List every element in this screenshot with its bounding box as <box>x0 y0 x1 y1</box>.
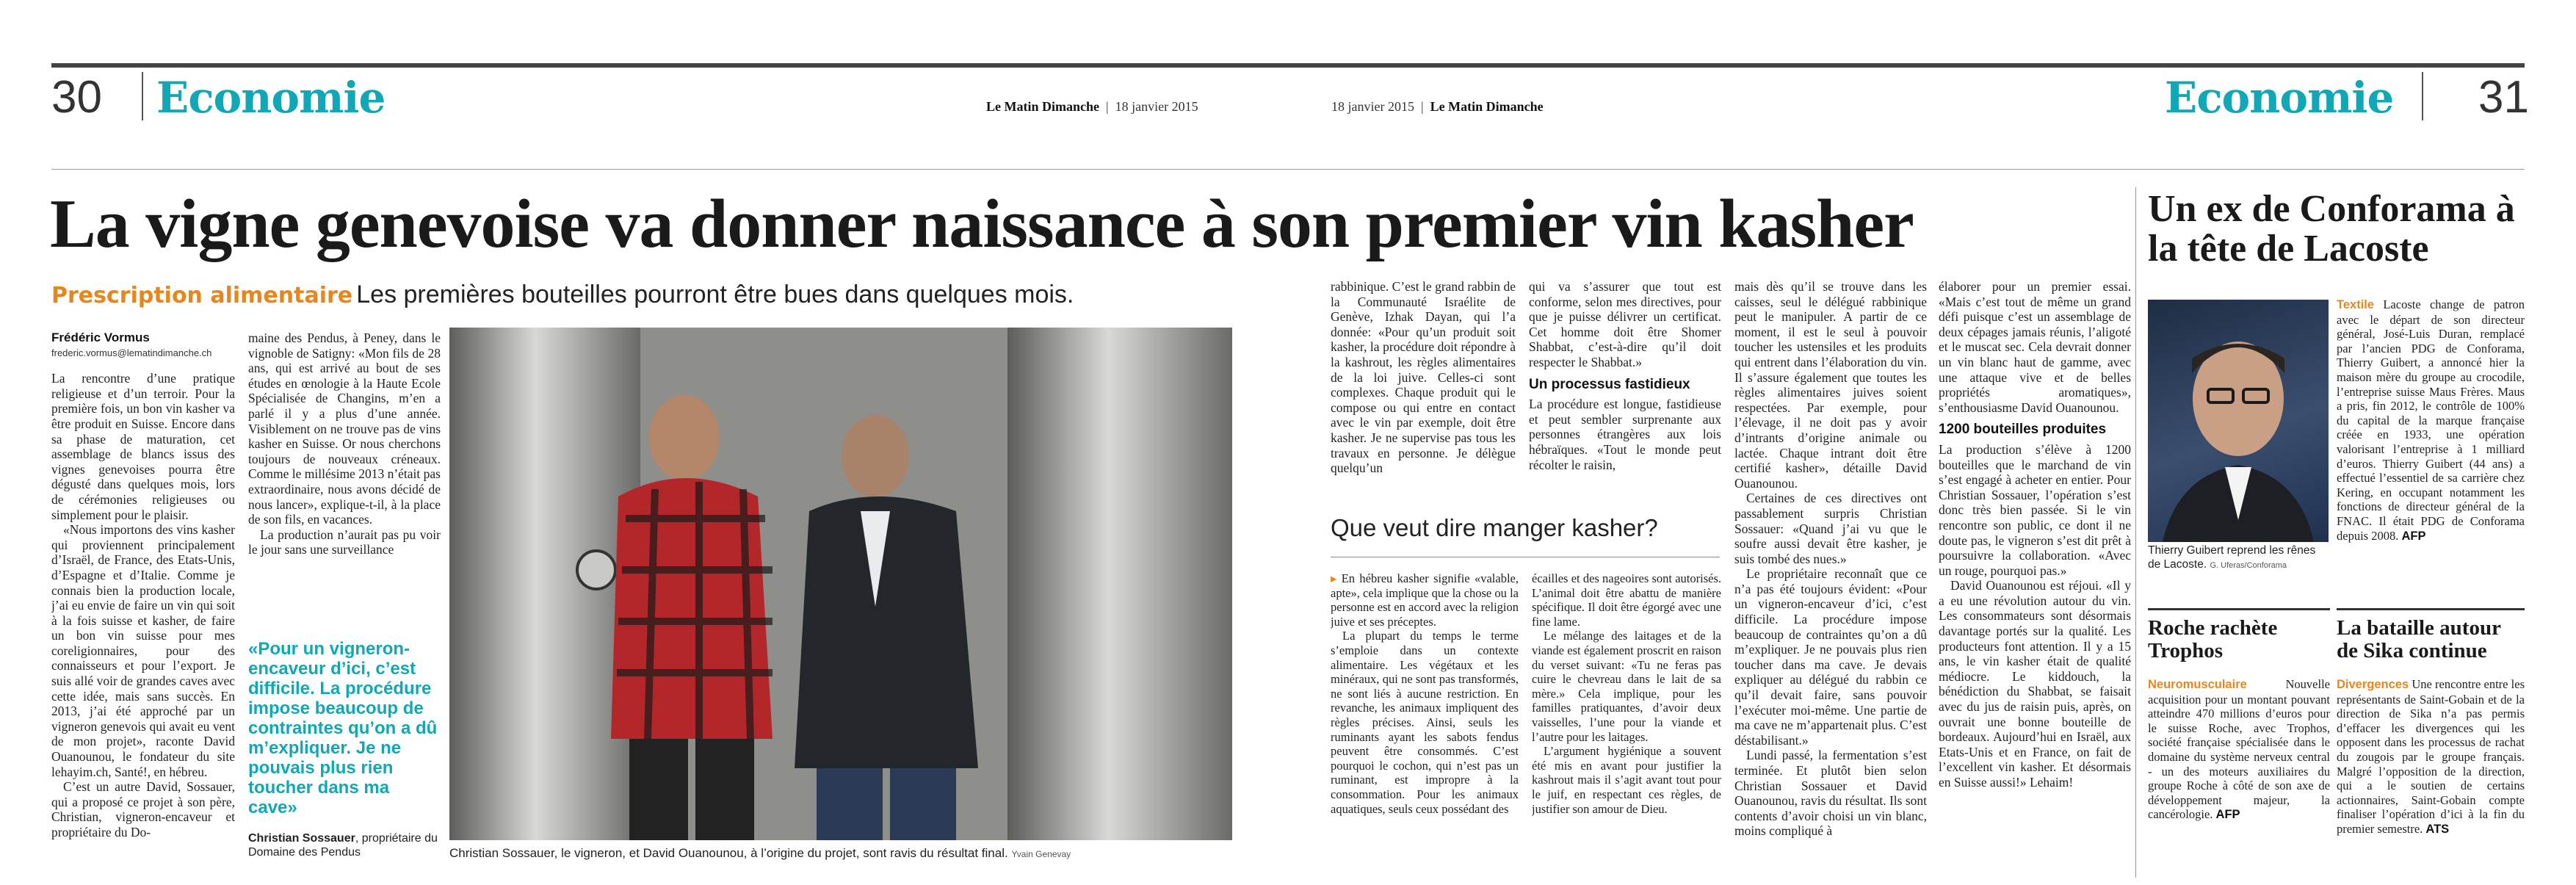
brief2-tag: Divergences <box>2337 678 2409 691</box>
paragraph: élaborer pour un premier essai. «Mais c’est tout de même un grand défi puisque c’est un assemblage de deux cépages jamais réunis, l’aligoté et le muscat sec. Cela devrait donner un vin blanc haut de gamme, avec une attaque vive et de belles propriétés aromatiques», s’enthousiasme David Ouanounou. <box>1939 279 2131 415</box>
paragraph: maine des Pendus, à Peney, dans le vignoble de Satigny: «Mon fils de 28 ans, qui est arrivé au bout de ses études en œnologie à la Haute Ecole Spécialisée de Changins, m’en a parlé il y a plus d’une année. Visiblement on ne trouve pas de vins kasher en Suisse. Or nous cherchons toujours de nouveaux créneaux. Comme le millésime 2013 n’était pas extraordinaire, nous avons décidé de nous lancer», explique-t-il, à la place de son fils, en vacances. <box>248 330 441 527</box>
folio-date: 18 janvier 2015 <box>1331 99 1414 114</box>
paragraph: L’argument hygiénique a souvent été mis en avant pour justifier la kashrout mais il s’agit avant tout pour le juif, en respectant ces règles, de justifier son amour de Dieu. <box>1532 744 1721 816</box>
article-kicker: Prescription alimentaire <box>51 283 353 308</box>
paragraph: David Ouanounou est réjoui. «Il y a eu une révolution autour du vin. Les consommateurs sont désormais davantage portés sur la qualité. Les producteurs font attention. Il y a 15 ans, le vin kasher était de qualité médiocre. Le kiddouch, la bénédiction du Shabbat, se faisait avec du jus de raisin puis, après, on ouvrait une bonne bouteille de bordeaux. Aujourd’hui en Israël, aux Etats-Unis et en France, on fait de l’excellent vin kasher. Et désormais en Suisse aussi!» Lehaim! <box>1939 578 2131 790</box>
person-2-jacket <box>795 496 978 768</box>
pull-quote: «Pour un vigneron-encaveur d’ici, c’est difficile. La procédure impose beaucoup de contraintes qu’on a dû m’expliquer. Je ne pouvais plus rien toucher dans ma cave» <box>248 639 438 817</box>
masthead-divider-left <box>142 72 143 120</box>
paragraph: mais dès qu’il se trouve dans les caisses, seul le délégué rabbinique peut le manipuler. A partir de ce moment, il est le seul à pouvoir toucher les ustensiles et les produits qui entrent dans l’élaboration du vin. Il s’assure également que toutes les règles alimentaires juives soient respectées. Par exemple, pour l’élevage, il ne doit pas y avoir d’intrants d’origine animale ou lactée. Chaque intrant doit être certifié kasher», détaille David Ouanounou. <box>1734 279 1927 491</box>
article-column-6 <box>1939 279 2131 878</box>
paragraph: La procédure est longue, fastidieuse et peut sembler surprenante aux personnes étrangères aux lois hébraïques. «Tout le monde peut récolter le raisin, <box>1529 397 1721 472</box>
article-column-4 <box>1529 279 1721 492</box>
sidebar-body: Lacoste change de patron avec le départ de son directeur général, José-Luis Duran, remplacé par l’ancien PDG de Conforama, Thierry Guibert, a annoncé hier la maison mère du groupe au crocodile, l’entreprise suisse Maus Frères. Maus a pris, fin 2012, le contrôle de 100% du capital de la marque française créée en 1933, une opération valorisant l’entreprise à 1 milliard d’euros. Thierry Guibert (44 ans) a effectué l’essentiel de sa carrière chez Kering, en occupant notamment les fonctions de directeur général de la FNAC. Il était PDG de Conforama depuis 2008. <box>2337 297 2525 543</box>
subhead: 1200 bouteilles produites <box>1939 422 2107 438</box>
paragraph: La rencontre d’une pratique religieuse et d’un terroir. Pour la première fois, un bon vin kasher va être produit en Suisse. Encore dans sa phase de maturation, cet assemblage de blancs issus des vignes genevoises pourra être dégusté dans quelques mois, lors de cérémonies religieuses ou simplement pour le plaisir. <box>51 371 235 522</box>
folio-left: Le Matin Dimanche | 18 janvier 2015 <box>986 99 1198 114</box>
paragraph: Le propriétaire reconnaît que ce n’a pas été toujours évident: «Pour un vigneron-encaveur d’ici, c’est difficile. La procédure impose beaucoup de contraintes qu’on a dû m’expliquer. Je ne pouvais plus rien toucher dans ma cave. Je devais expliquer au délégué du rabbin ce qu’il devait faire, sans pouvoir l’exécuter moi-même. Une partie de ma cave ne m’appartenait plus. C’est déstabilisant.» <box>1734 566 1927 748</box>
brief2-body: Une rencontre entre les représentants de Saint-Gobain et de la direction de Sika n’a pas permis d’effacer les divergences qui les opposent dans les processus de rachat du zougois par le groupe français. Malgré l’opposition de la direction, qui a le soutien de certains actionnaires, Saint-Gobain compte finaliser l’opération d’ici à la fin du premier semestre. <box>2337 677 2525 836</box>
steel-tank-left <box>449 328 640 840</box>
paragraph: La plupart du temps le terme s’emploie dans un contexte alimentaire. Les végétaux et les minéraux, qui ne sont pas transformés, ne sont liés à aucune restriction. En revanche, les animaux impliquent des règles précises. Ainsi, seuls les ruminants ayant les sabots fendus peuvent être consommés. C’est pourquoi le cochon, qui n’est pas un ruminant, est impropre à la consommation. Pour les animaux aquatiques, seuls ceux possédant des <box>1331 629 1519 816</box>
agency-signature: ATS <box>2425 822 2450 836</box>
masthead-divider-right <box>2422 72 2423 120</box>
caption-text: Christian Sossauer, le vigneron, et David Ouanounou, à l’origine du projet, sont ravis du résultat final. <box>449 846 1008 860</box>
folio-right: 18 janvier 2015 | Le Matin Dimanche <box>1331 99 1544 114</box>
article-email[interactable]: frederic.vormus@lematindimanche.ch <box>51 347 212 358</box>
paragraph: Certaines de ces directives ont passablement surpris Christian Sossauer: «Quand j’ai vu que le soufre aussi devait être kasher, je suis tombé des nues.» <box>1734 491 1927 566</box>
article-column-5 <box>1734 279 1927 878</box>
box-column-2 <box>1532 571 1721 873</box>
paragraph: écailles et des nageoires sont autorisés. L’animal doit être abattu de manière spécifique. Il doit être égorgé avec une fine lame. <box>1532 571 1721 629</box>
box-column-1 <box>1331 571 1519 873</box>
paragraph: rabbinique. C’est le grand rabbin de la Communauté Israélite de Genève, Izhak Dayan, qui l’a donnée: «Pour qu’un produit soit kasher, la procédure doit répondre à la kashrout, les règles alimentaires de la loi juive. Celles-ci sont complexes. Chaque produit qui le compose ou qui entre en contact avec le vin par exemple, doit être kasher. Je ne supervise pas tous les travaux en personne. Je délègue quelqu’un <box>1331 279 1516 476</box>
paragraph: La production s’élève à 1200 bouteilles que le marchand de vin s’est engagé à acheter en entier. Pour Christian Sossauer, l’opération s’est donc très bien passée. Si le vin rencontre son public, ce dont il ne doute pas, le vigneron s’est dit prêt à poursuivre la collaboration. «Avec un rouge, pourquoi pas.» <box>1939 441 2131 578</box>
brief2-headline: La bataille autour de Sika continue <box>2337 616 2501 662</box>
top-rule <box>51 63 2525 68</box>
paragraph: Lundi passé, la fermentation s’est terminée. Et plutôt bien selon Christian Sossauer et David Ouanounou, ravis du résultat. Ils sont contents d’avoir choisi un vin blanc, moins compliqué à <box>1734 748 1927 839</box>
portrait-illustration <box>2148 300 2329 542</box>
article-column-2 <box>248 330 441 621</box>
paragraph <box>2148 677 2330 823</box>
paragraph <box>2337 677 2525 837</box>
box-text: En hébreu kasher signifie «valable, apte», cela implique que la chose ou la personne est en accord avec la religion juive et ses préceptes. <box>1331 571 1519 629</box>
agency-signature: AFP <box>2215 808 2240 822</box>
article-author: Frédéric Vormus <box>51 330 150 344</box>
sidebar-photo-caption <box>2148 543 2329 573</box>
brief1-text <box>2148 677 2330 875</box>
sidebar-photo <box>2148 300 2329 542</box>
article-deck-line <box>51 281 1074 309</box>
box-title: Que veut dire manger kasher? <box>1331 514 1658 541</box>
article-headline: La vigne genevoise va donner naissance à son premier vin kasher <box>50 186 1914 262</box>
right-page-number: 31 <box>2478 72 2529 123</box>
paragraph: ▸ En hébreu kasher signifie «valable, apte», cela implique que la chose ou la personne est en accord avec la religion juive et ses préceptes. <box>1331 571 1519 629</box>
agency-signature: AFP <box>2401 529 2426 543</box>
cellar-scene-illustration <box>449 328 1232 840</box>
subhead: Un processus fastidieux <box>1529 376 1690 392</box>
pull-quote-source <box>248 831 441 859</box>
brief1-tag: Neuromusculaire <box>2148 678 2247 691</box>
steel-tank-right <box>1007 328 1232 840</box>
paragraph: La production n’aurait pas pu voir le jour sans une surveillance <box>248 527 441 557</box>
paragraph: qui va s’assurer que tout est conforme, selon mes directives, pour que je puisse délivrer un certificat. Cet homme doit être Shomer Shabbat, c’est-à-dire qu’il doit respecter le Shabbat.» <box>1529 279 1721 369</box>
folio-date: 18 janvier 2015 <box>1115 99 1198 114</box>
headline-rule <box>51 169 2137 170</box>
pull-quote-author: Christian Sossauer <box>248 832 355 845</box>
article-deck: Les premières bouteilles pourront être bues dans quelques mois. <box>356 281 1074 308</box>
brief2-rule <box>2337 608 2525 610</box>
pull-quote-role: , propriétaire du Domaine des Pendus <box>248 832 438 859</box>
brief1-body: Nouvelle acquisition pour un montant pouvant atteindre 470 millions d’euros pour le suisse Roche, avec Trophos, société française spécialisée dans le domaine du système nerveux central - un des moteurs auxiliaires du groupe Roche à côté de son axe de développement majeur, la cancérologie. <box>2148 677 2330 822</box>
main-photo <box>449 328 1232 840</box>
main-photo-caption <box>449 846 1071 861</box>
gauge-icon <box>577 551 615 589</box>
paragraph: C’est un autre David, Sossauer, qui a proposé ce projet à son père, Christian, vigneron-encaveur et propriétaire du Do- <box>51 779 235 839</box>
brief2-text <box>2337 677 2525 875</box>
section-title-left: Economie <box>156 73 386 123</box>
photo-credit: Yvain Genevay <box>1011 849 1071 859</box>
paragraph: «Nous importons des vins kasher qui proviennent principalement d’Israël, de France, des Etats-Unis, d’Espagne et d’Italie. Comme je connais bien la production locale, j’ai eu envie de faire un vin qui soit à la fois suisse et kasher, de faire un bon vin suisse pour mes coreligionnaires, pour des connaisseurs et pour l’export. Je suis allé voir de grandes caves avec cette idée, mais sans succès. En 2013, j’ai été approché par un vigneron genevois qui avait eu vent de mon projet», raconte David Ouanounou, le fondateur du site lehayim.ch, Santé!, en hébreu. <box>51 522 235 779</box>
article-column-1 <box>51 330 235 878</box>
brief1-headline: Roche rachète Trophos <box>2148 616 2278 662</box>
sidebar-article-text <box>2337 297 2525 584</box>
left-page-number: 30 <box>51 72 102 123</box>
person-1-head <box>649 395 720 480</box>
person-2-head <box>842 415 909 497</box>
paragraph <box>2337 297 2525 543</box>
sidebar-tag: Textile <box>2337 298 2375 311</box>
paragraph: Le mélange des laitages et de la viande est également proscrit en raison du verset suivant: «Tu ne feras pas cuire le chevreau dans le lait de sa mère.» Cela implique, pour les familles pratiquantes, d’avoir deux vaisselles, l’une pour la viande et l’autre pour les laitages. <box>1532 629 1721 744</box>
section-title-right: Economie <box>2165 73 2394 123</box>
brief1-rule <box>2148 608 2330 610</box>
sidebar-headline: Un ex de Conforama à la tête de Lacoste <box>2148 188 2515 270</box>
caption-text: Thierry Guibert reprend les rênes de Lacoste. <box>2148 544 2316 571</box>
sidebar-top-rule <box>2137 169 2525 170</box>
sidebar-divider <box>2135 187 2136 878</box>
photo-credit: G. Uferas/Conforama <box>2210 561 2287 570</box>
newspaper-name: Le Matin Dimanche <box>986 99 1099 114</box>
article-column-3 <box>1331 279 1516 492</box>
newspaper-name: Le Matin Dimanche <box>1430 99 1544 114</box>
